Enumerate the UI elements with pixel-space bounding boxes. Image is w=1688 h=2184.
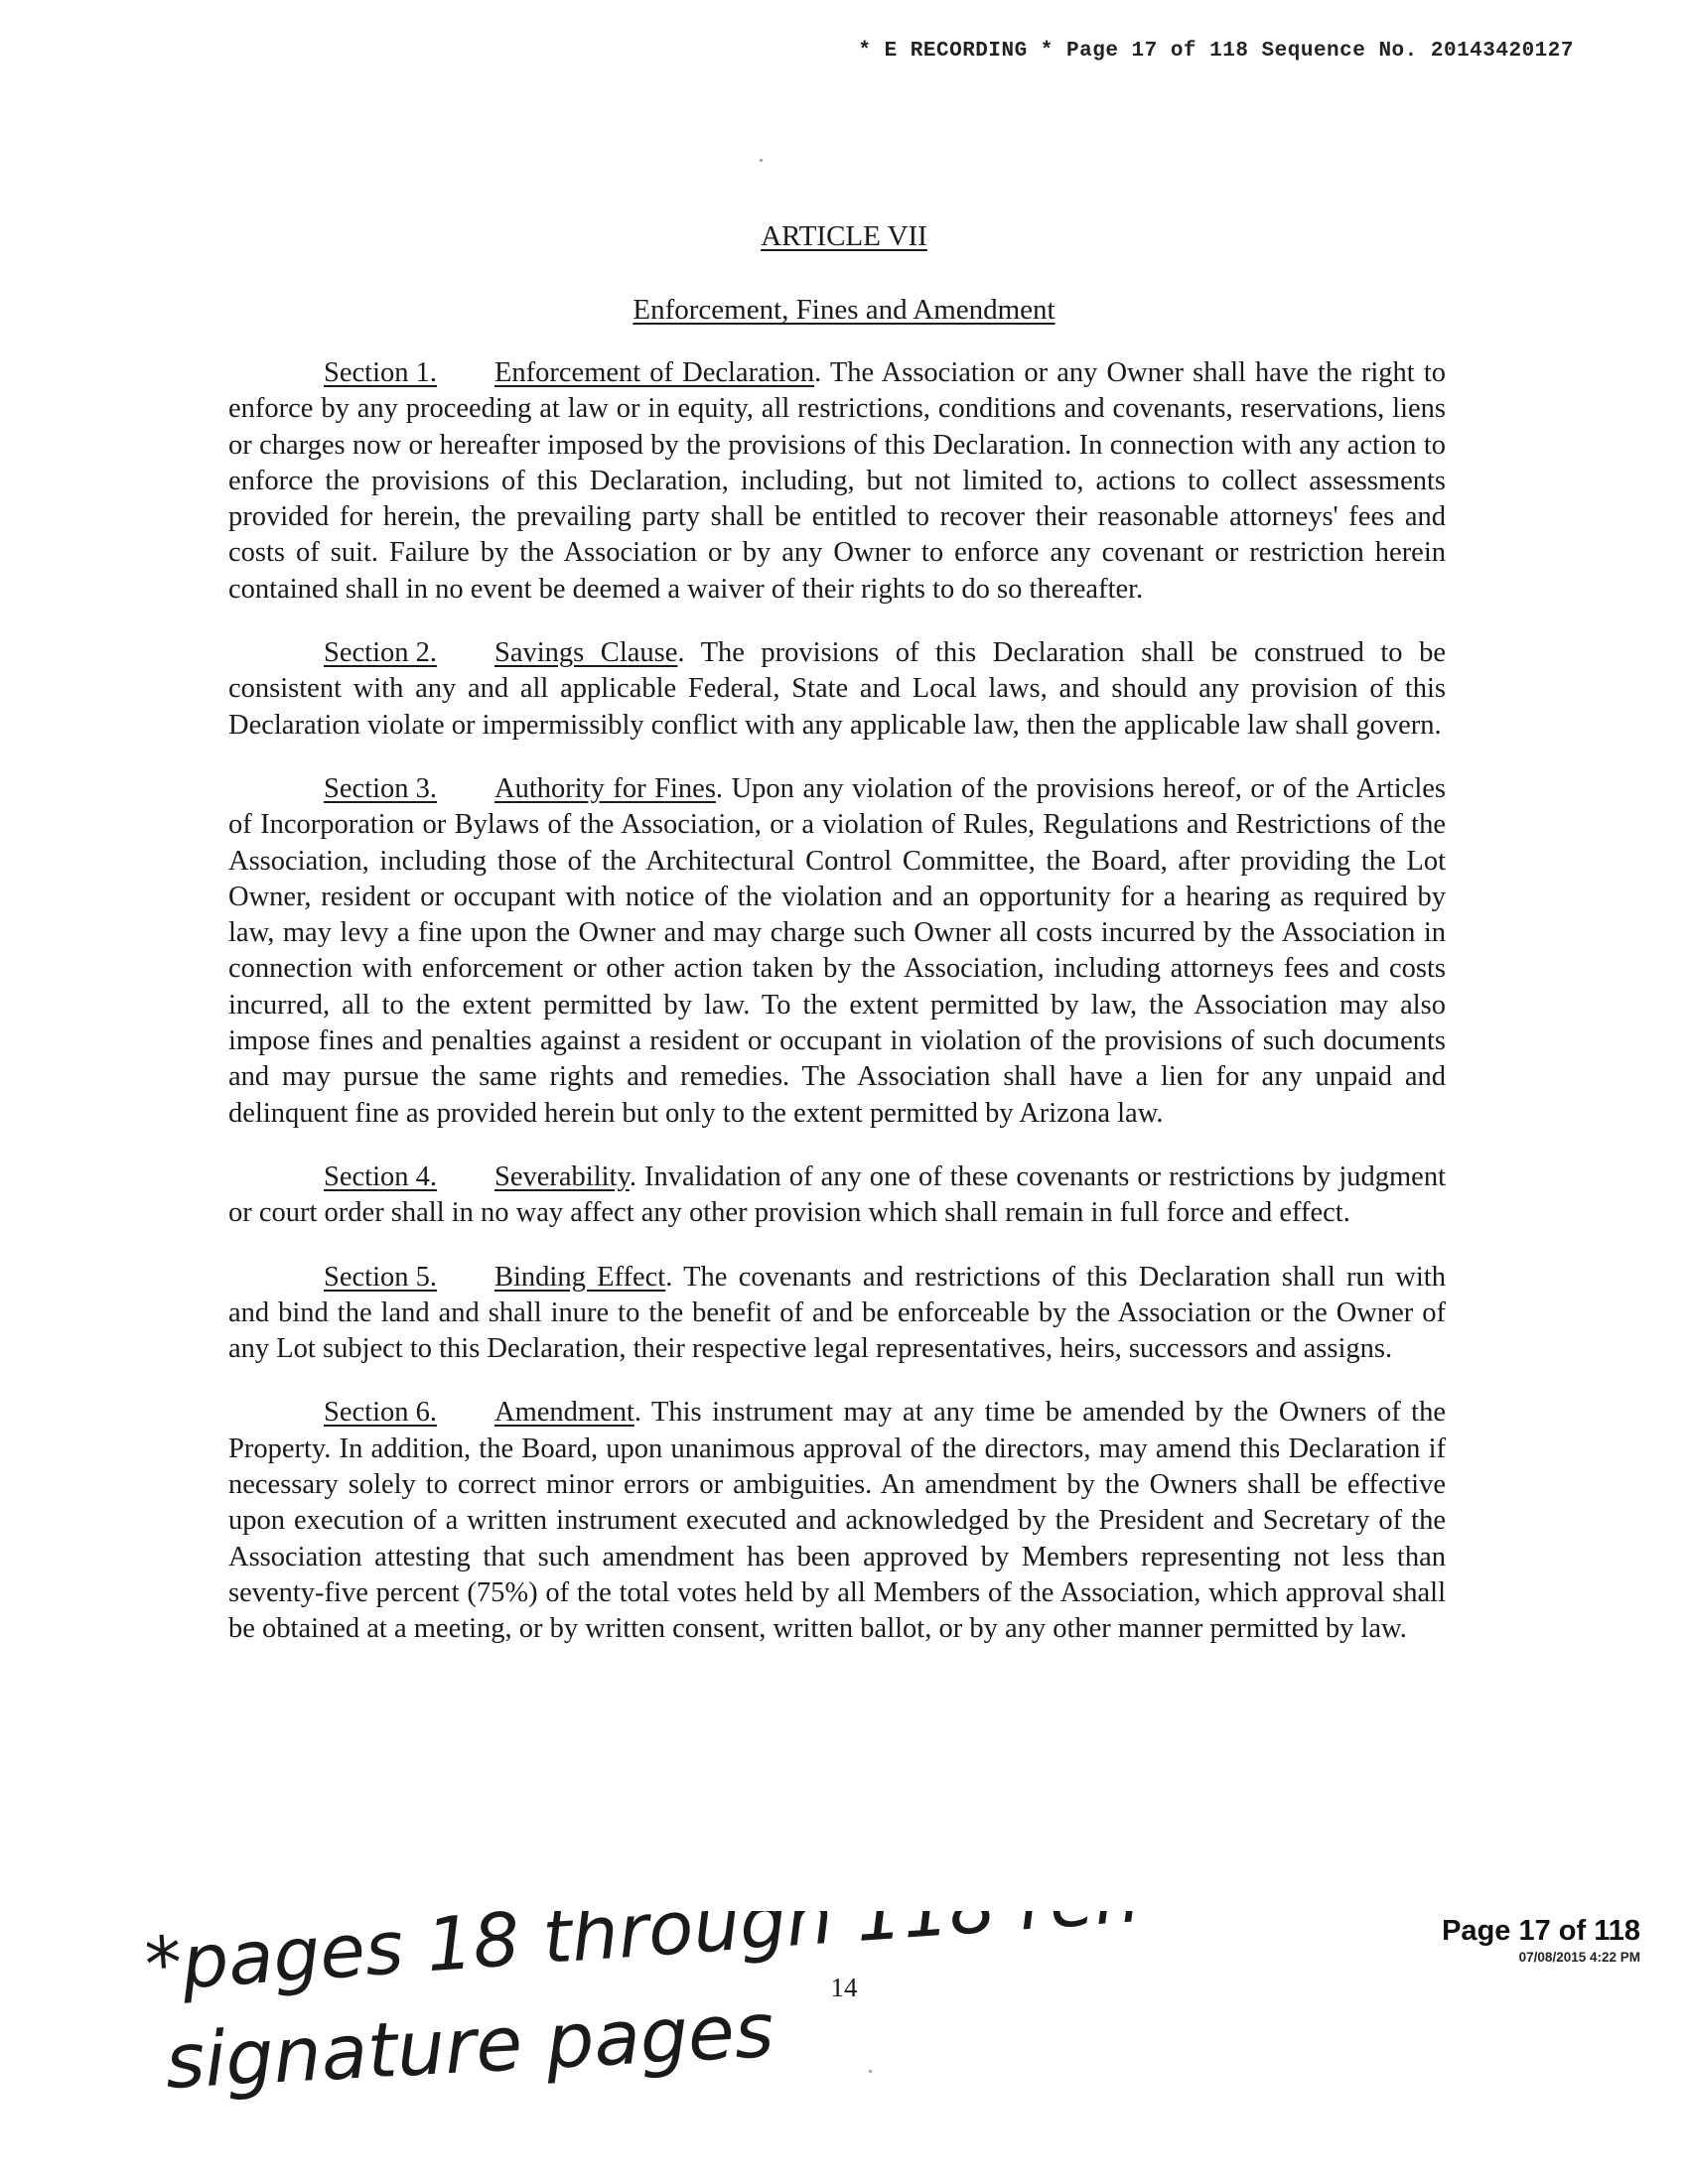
stamp-datetime: 07/08/2015 4:22 PM: [1518, 1950, 1640, 1965]
section-number: Section 3.: [324, 772, 437, 804]
section-number: Section 4.: [324, 1160, 437, 1192]
handwritten-note-drawing: [147, 1911, 1140, 2119]
scan-speck: [869, 2070, 872, 2073]
section-text: Invalidation of any one of these covenants or restrictions by judgment or court order shall in no way affect any other provision which shall remain in full force and effect.: [228, 1160, 1447, 1229]
document-body: [228, 355, 1446, 1676]
section-6: Section 6. Amendment. This instrument may at any time be amended by the Owners of the Property. In addition, the Board, upon unanimous approval of the directors, may amend this Declaration if necessary solely to correct minor errors or ambiguities. An amendment by the Owners shall be effective upon execution of a written instrument executed and acknowledged by the President and Secretary of the Association attesting that such amendment has been approved by Members representing not less than seventy-five percent (75%) of the total votes held by all Members of the Association, which approval shall be obtained at a meeting, or by written consent, written ballot, or by any other manner permitted by law.: [228, 1397, 1446, 1645]
section-number: Section 1.: [324, 357, 437, 388]
section-title: Severability: [494, 1160, 630, 1192]
section-text: This instrument may at any time be amended by the Owners of the Property. In addition, the Board, upon unanimous approval of the directors, may amend this Declaration if necessary solely to correct minor errors or ambiguities. An amendment by the Owners shall be effective upon execution of a written instrument executed and acknowledged by the President and Secretary of the Association attesting that such amendment has been approved by Members representing not less than seventy-five percent (75%) of the total votes held by all Members of the Association, which approval shall be obtained at a meeting, or by written consent, written ballot, or by any other manner permitted by law.: [228, 1397, 1446, 1645]
stamp-page-count: Page 17 of 118: [1442, 1915, 1640, 1947]
section-title: Savings Clause: [494, 637, 678, 669]
section-title: Binding Effect: [494, 1261, 666, 1293]
section-5: Section 5. Binding Effect. The covenants and restrictions of this Declaration shall run with and bind the land and shall inure to the benefit of and be enforceable by the Association or the Owner of any Lot subject to this Declaration, their respective legal representatives, heirs, successors and assigns.: [228, 1261, 1446, 1365]
recording-header: * E RECORDING * Page 17 of 118 Sequence No. 20143420127: [858, 40, 1574, 63]
section-text: The Association or any Owner shall have the right to enforce by any proceeding at law or in equity, all restrictions, conditions and covenants, reservations, liens or charges now or hereafter imposed by the provisions of this Declaration. In connection with any action to enforce the provisions of this Declaration, including, but not limited to, actions to collect assessments provided for herein, the prevailing party shall be entitled to recover their reasonable attorneys' fees and costs of suit. Failure by the Association or by any Owner to enforce any covenant or restriction herein contained shall in no event be deemed a waiver of their rights to do so thereafter.: [228, 357, 1446, 605]
recording-stamp: [1442, 1915, 1640, 1965]
section-title: Amendment: [494, 1397, 634, 1429]
scan-speck: [760, 159, 763, 162]
section-title: Authority for Fines: [494, 772, 716, 804]
section-number: Section 6.: [324, 1397, 437, 1429]
section-number: Section 2.: [324, 637, 437, 669]
handwritten-note-line-1: *pages 18 through 118: [147, 1911, 999, 2008]
section-text: Upon any violation of the provisions hereof, or of the Articles of Incorporation or Bylaws of the Association, or a violation of Rules, Regulations and Restrictions of the Association, including those of the Architectural Control Committee, the Board, after providing the Lot Owner, resident or occupant with notice of the violation and an opportunity for a hearing as required by law, may levy a fine upon the Owner and may charge such Owner all costs incurred by the Association in connection with enforcement or other action taken by the Association, including attorneys fees and costs incurred, all to the extent permitted by law. To the extent permitted by law, the Association may also impose fines and penalties against a resident or occupant in violation of the provisions of such documents and may pursue the same rights and remedies. The Association shall have a lien for any unpaid and delinquent fine as provided herein but only to the extent permitted by Arizona law.: [228, 772, 1446, 1129]
section-text: The covenants and restrictions of this Declaration shall run with and bind the land and shall inure to the benefit of and be enforceable by the Association or the Owner of any Lot subject to this Declaration, their respective legal representatives, heirs, successors and assigns.: [228, 1261, 1446, 1365]
section-number: Section 5.: [324, 1261, 437, 1293]
section-3: Section 3. Authority for Fines. Upon any violation of the provisions hereof, or of the Articles of Incorporation or Bylaws of the Association, or a violation of Rules, Regulations and Restrictions of the Association, including those of the Architectural Control Committee, the Board, after providing the Lot Owner, resident or occupant with notice of the violation and an opportunity for a hearing as required by law, may levy a fine upon the Owner and may charge such Owner all costs incurred by the Association in connection with enforcement or other action taken by the Association, including attorneys fees and costs incurred, all to the extent permitted by law. To the extent permitted by law, the Association may also impose fines and penalties against a resident or occupant in violation of the provisions of such documents and may pursue the same rights and remedies. The Association shall have a lien for any unpaid and delinquent fine as provided herein but only to the extent permitted by Arizona law.: [228, 772, 1446, 1129]
section-4: Section 4. Severability. Invalidation of any one of these covenants or restrictions by judgment or court order shall in no way affect any other provision which shall remain in full force and effect.: [228, 1160, 1447, 1229]
section-title: Enforcement of Declaration: [494, 357, 815, 388]
section-1: Section 1. Enforcement of Declaration. The Association or any Owner shall have the right to enforce by any proceeding at law or in equity, all restrictions, conditions and covenants, reservations, liens or charges now or hereafter imposed by the provisions of this Declaration. In connection with any action to enforce the provisions of this Declaration, including, but not limited to, actions to collect assessments provided for herein, the prevailing party shall be entitled to recover their reasonable attorneys' fees and costs of suit. Failure by the Association or by any Owner to enforce any covenant or restriction herein contained shall in no event be deemed a waiver of their rights to do so thereafter.: [228, 357, 1446, 605]
article-title-text: ARTICLE VII: [761, 220, 927, 252]
handwritten-note: [147, 1911, 1140, 2119]
article-subtitle-text: Enforcement, Fines and Amendment: [633, 294, 1055, 326]
section-text: The provisions of this Declaration shall be construed to be consistent with any and all applicable Federal, State and Local laws, and should any provision of this Declaration violate or impermissibly conflict with any applicable law, then the applicable law shall govern.: [228, 637, 1447, 741]
page-number: 14: [830, 1973, 858, 2002]
handwritten-note-line-2: signature pages: [163, 1985, 776, 2106]
article-subtitle: [0, 294, 1688, 327]
article-title: [0, 220, 1688, 253]
section-2: Section 2. Savings Clause. The provisions of this Declaration shall be construed to be consistent with any and all applicable Federal, State and Local laws, and should any provision of this Declaration violate or impermissibly conflict with any applicable law, then the applicable law shall govern.: [228, 637, 1447, 741]
